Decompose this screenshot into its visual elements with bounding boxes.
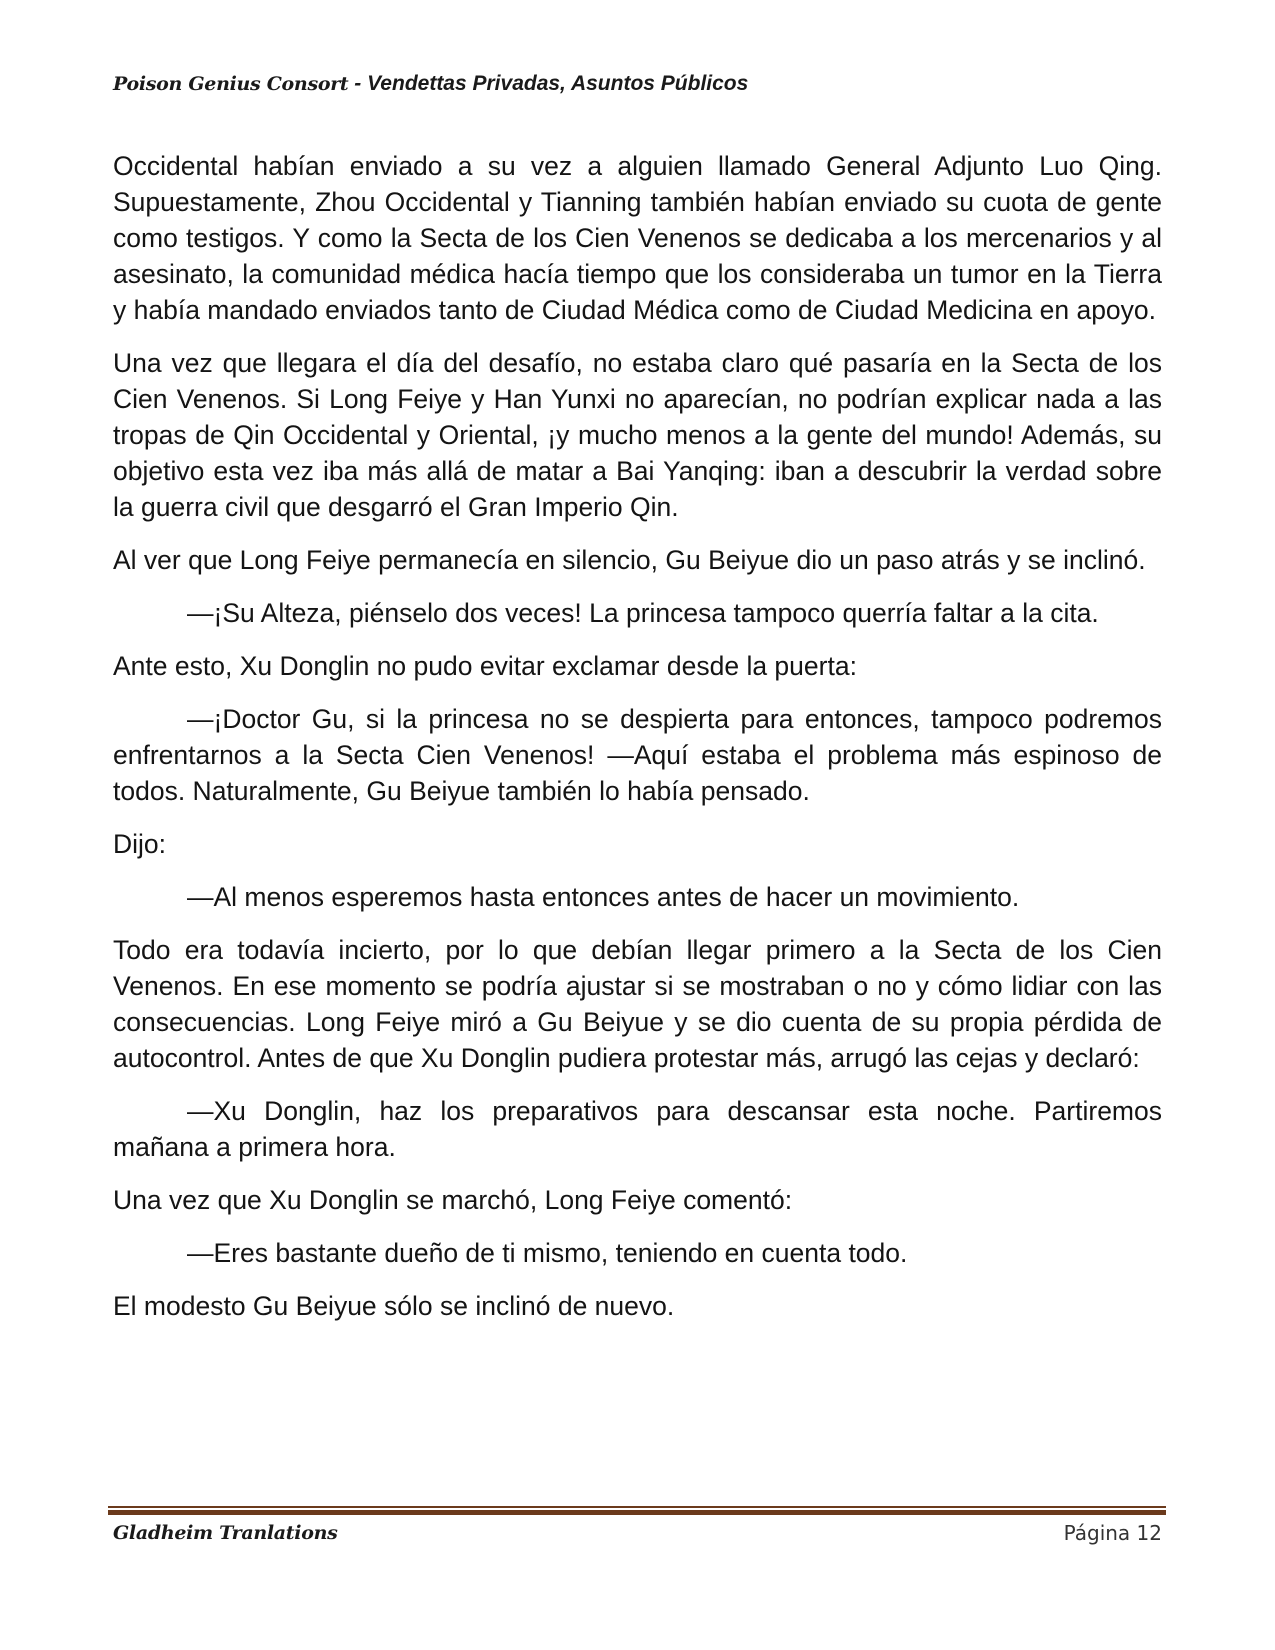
publisher-name: Gladheim Tranlations <box>113 1522 338 1544</box>
paragraph-11: Una vez que Xu Donglin se marchó, Long Feiye comentó: <box>113 1185 793 1215</box>
page-body <box>113 148 1162 1341</box>
paragraph-7: Dijo: <box>113 829 167 859</box>
footer-divider-thick <box>108 1510 1166 1515</box>
paragraph-9: Todo era todavía incierto, por lo que debían llegar primero a la Secta de los Cien Venenos. En ese momento se podría ajustar si se mostraban o no y cómo lidiar con las consecuencias. Long Feiye miró a Gu Beiyue y se dio cuenta de su propia pérdida de autocontrol. Antes de que Xu Donglin pudiera protestar más, arrugó las cejas y declaró: <box>113 935 1162 1073</box>
page-number: 12 <box>1136 1521 1162 1545</box>
paragraph-10: —Xu Donglin, haz los preparativos para descansar esta noche. Partiremos mañana a primera hora. <box>113 1096 1162 1162</box>
chapter-title: Vendettas Privadas, Asuntos Públicos <box>367 72 749 95</box>
page-number-block <box>1064 1521 1162 1545</box>
footer-divider-thin <box>108 1506 1166 1508</box>
paragraph-5: Ante esto, Xu Donglin no pudo evitar exclamar desde la puerta: <box>113 651 857 681</box>
footer-divider <box>108 1506 1166 1515</box>
paragraph-12: —Eres bastante dueño de ti mismo, teniendo en cuenta todo. <box>187 1238 908 1268</box>
running-header <box>113 72 748 96</box>
header-separator: - <box>348 72 368 95</box>
paragraph-4: —¡Su Alteza, piénselo dos veces! La princesa tampoco querría faltar a la cita. <box>187 598 1099 628</box>
paragraph-1: Occidental habían enviado a su vez a alguien llamado General Adjunto Luo Qing. Supuestamente, Zhou Occidental y Tianning también habían enviado su cuota de gente como testigos. Y como la Secta de los Cien Venenos se dedicaba a los mercenarios y al asesinato, la comunidad médica hacía tiempo que los consideraba un tumor en la Tierra y había mandado enviados tanto de Ciudad Médica como de Ciudad Medicina en apoyo. <box>113 151 1162 325</box>
paragraph-13: El modesto Gu Beiyue sólo se inclinó de nuevo. <box>113 1291 675 1321</box>
paragraph-6: —¡Doctor Gu, si la princesa no se despierta para entonces, tampoco podremos enfrentarnos a la Secta Cien Venenos! —Aquí estaba el problema más espinoso de todos. Naturalmente, Gu Beiyue también lo había pensado. <box>113 704 1162 806</box>
page-label: Página <box>1063 1521 1131 1545</box>
paragraph-2: Una vez que llegara el día del desafío, no estaba claro qué pasaría en la Secta de los Cien Venenos. Si Long Feiye y Han Yunxi no aparecían, no podrían explicar nada a las tropas de Qin Occidental y Oriental, ¡y mucho menos a la gente del mundo! Además, su objetivo esta vez iba más allá de matar a Bai Yanqing: iban a descubrir la verdad sobre la guerra civil que desgarró el Gran Imperio Qin. <box>113 348 1162 522</box>
paragraph-8: —Al menos esperemos hasta entonces antes de hacer un movimiento. <box>187 882 1020 912</box>
series-title: Poison Genius Consort <box>113 73 349 95</box>
paragraph-3: Al ver que Long Feiye permanecía en silencio, Gu Beiyue dio un paso atrás y se inclinó. <box>113 545 1146 575</box>
